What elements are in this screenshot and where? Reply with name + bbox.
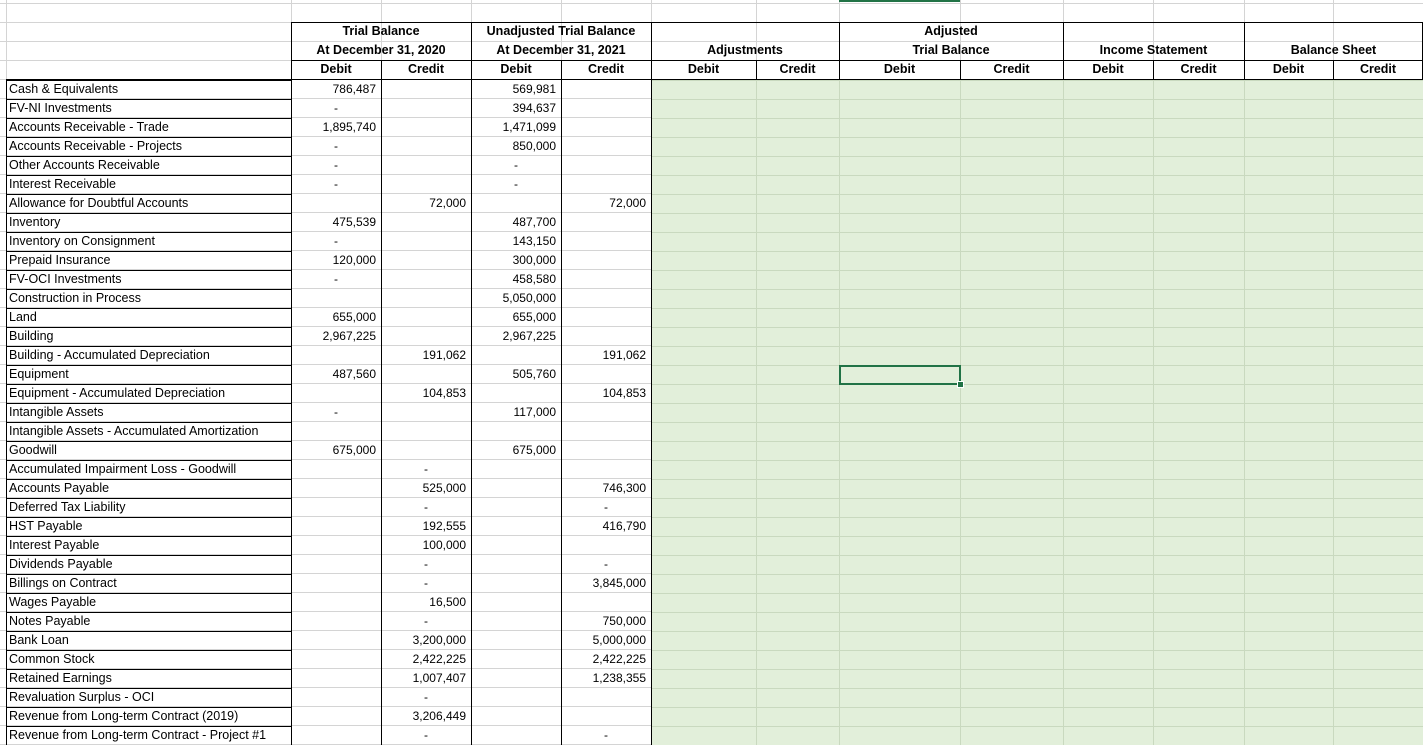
tb-debit-cell[interactable] <box>291 517 381 536</box>
utb-credit-cell[interactable]: 2,422,225 <box>592 652 646 666</box>
tb-credit-cell[interactable]: 2,422,225 <box>412 652 466 666</box>
tb-debit-cell[interactable]: - <box>334 177 338 191</box>
utb-credit-cell[interactable]: 746,300 <box>602 481 646 495</box>
label-column-border <box>291 22 292 745</box>
column-border <box>1244 22 1245 80</box>
account-name[interactable]: FV-OCI Investments <box>9 272 122 286</box>
tb-credit-cell[interactable] <box>381 213 471 232</box>
utb-debit-cell[interactable] <box>471 669 561 688</box>
debit-header: Debit <box>1272 62 1305 76</box>
tb-debit-cell[interactable] <box>291 669 381 688</box>
account-name[interactable]: Equipment <box>9 367 69 381</box>
tb-credit-cell[interactable]: 72,000 <box>429 196 466 210</box>
tb-debit-cell[interactable] <box>291 536 381 555</box>
selected-cell[interactable] <box>839 365 961 385</box>
tb-debit-cell[interactable] <box>291 384 381 403</box>
utb-debit-cell[interactable]: 117,000 <box>513 405 556 419</box>
tb-credit-cell[interactable] <box>381 327 471 346</box>
account-name[interactable]: Equipment - Accumulated Depreciation <box>9 386 226 400</box>
utb-credit-cell[interactable]: 1,238,355 <box>592 671 646 685</box>
utb-credit-cell[interactable]: - <box>604 557 608 571</box>
credit-header: Credit <box>1359 62 1397 76</box>
account-name[interactable]: Accounts Receivable - Projects <box>9 139 182 153</box>
tb-debit-cell[interactable]: - <box>334 234 338 248</box>
tb-debit-cell[interactable]: 1,895,740 <box>322 120 376 134</box>
utb-credit-cell[interactable] <box>561 441 651 460</box>
account-name[interactable]: FV-NI Investments <box>9 101 112 115</box>
tb-debit-cell[interactable] <box>291 346 381 365</box>
tb-credit-cell[interactable]: 525,000 <box>422 481 466 495</box>
utb-debit-cell[interactable] <box>471 498 561 517</box>
utb-debit-cell[interactable]: 675,000 <box>512 443 556 457</box>
header-bottom-border <box>6 80 291 81</box>
utb-credit-cell[interactable]: - <box>604 500 608 514</box>
utb-debit-cell[interactable] <box>471 479 561 498</box>
utb-debit-cell[interactable] <box>471 346 561 365</box>
account-name[interactable]: Prepaid Insurance <box>9 253 111 267</box>
utb-debit-cell[interactable]: 655,000 <box>512 310 556 324</box>
utb-credit-cell[interactable] <box>561 403 651 422</box>
tb-debit-cell[interactable]: - <box>334 272 338 286</box>
account-name[interactable]: Construction in Process <box>9 291 142 305</box>
tb-debit-cell[interactable]: 675,000 <box>332 443 376 457</box>
account-name[interactable]: Accounts Payable <box>9 481 110 495</box>
debit-header: Debit <box>500 62 532 76</box>
utb-debit-cell[interactable]: 394,637 <box>512 101 556 115</box>
tb-credit-cell[interactable]: 3,206,449 <box>412 709 466 723</box>
tb-debit-cell[interactable]: 487,560 <box>332 367 376 381</box>
group-header-line2: Adjustments <box>707 43 783 57</box>
utb-debit-cell[interactable] <box>471 536 561 555</box>
utb-credit-cell[interactable] <box>561 688 651 707</box>
tb-credit-cell[interactable] <box>381 289 471 308</box>
utb-credit-cell[interactable] <box>561 270 651 289</box>
tb-credit-cell[interactable] <box>381 308 471 327</box>
account-name[interactable]: Intangible Assets <box>9 405 104 419</box>
account-name[interactable]: Building - Accumulated Depreciation <box>9 348 210 362</box>
utb-debit-cell[interactable]: 458,580 <box>512 272 556 286</box>
account-name[interactable]: Revenue from Long-term Contract - Project #1 <box>9 728 267 742</box>
account-name[interactable]: Inventory <box>9 215 61 229</box>
utb-debit-cell[interactable]: 505,760 <box>512 367 556 381</box>
utb-debit-cell[interactable] <box>471 726 561 745</box>
utb-credit-cell[interactable]: 750,000 <box>602 614 646 628</box>
debit-header: Debit <box>687 62 720 76</box>
utb-credit-cell[interactable] <box>561 156 651 175</box>
column-border <box>839 22 840 80</box>
tb-credit-cell[interactable] <box>381 251 471 270</box>
column-border <box>756 60 757 80</box>
utb-debit-cell[interactable] <box>471 460 561 479</box>
header-top-border <box>291 22 1423 23</box>
group-header-line1 <box>651 22 839 41</box>
group-header-line1 <box>1244 22 1423 41</box>
utb-credit-cell[interactable] <box>561 327 651 346</box>
tb-credit-cell[interactable] <box>381 175 471 194</box>
tb-credit-cell[interactable] <box>381 232 471 251</box>
utb-credit-cell[interactable] <box>561 593 651 612</box>
column-border <box>1063 22 1064 80</box>
utb-credit-cell[interactable]: 5,000,000 <box>592 633 646 647</box>
tb-credit-cell[interactable] <box>381 270 471 289</box>
account-name[interactable]: Common Stock <box>9 652 95 666</box>
tb-credit-cell[interactable]: 100,000 <box>422 538 466 552</box>
utb-debit-cell[interactable] <box>471 517 561 536</box>
debit-header: Debit <box>1092 62 1124 76</box>
account-name[interactable]: Dividends Payable <box>9 557 113 571</box>
tb-credit-cell[interactable]: - <box>424 557 428 571</box>
column-border <box>471 22 472 745</box>
utb-debit-cell[interactable]: - <box>514 158 518 172</box>
utb-credit-cell[interactable]: 3,845,000 <box>592 576 646 590</box>
utb-credit-cell[interactable] <box>561 536 651 555</box>
account-name[interactable]: Inventory on Consignment <box>9 234 155 248</box>
utb-credit-cell[interactable] <box>561 308 651 327</box>
credit-header: Credit <box>587 62 625 76</box>
tb-debit-cell[interactable] <box>291 650 381 669</box>
label-column-border <box>6 80 7 745</box>
tb-credit-cell[interactable]: 192,555 <box>422 519 466 533</box>
tb-debit-cell[interactable] <box>291 498 381 517</box>
group-header-line1: Unadjusted Trial Balance <box>486 24 636 38</box>
debit-header: Debit <box>883 62 916 76</box>
group-header-line2: Balance Sheet <box>1290 43 1377 57</box>
tb-debit-cell[interactable] <box>291 194 381 213</box>
account-name[interactable]: Interest Receivable <box>9 177 117 191</box>
utb-debit-cell[interactable]: - <box>514 177 518 191</box>
tb-credit-cell[interactable]: 16,500 <box>429 595 466 609</box>
tb-credit-cell[interactable]: - <box>424 690 428 704</box>
utb-debit-cell[interactable]: 569,981 <box>512 82 556 96</box>
account-name[interactable]: Cash & Equivalents <box>9 82 119 96</box>
utb-credit-cell[interactable] <box>561 460 651 479</box>
utb-debit-cell[interactable] <box>471 422 561 441</box>
credit-header: Credit <box>993 62 1030 76</box>
group-header-line2: At December 31, 2020 <box>316 43 446 57</box>
tb-debit-cell[interactable]: 655,000 <box>332 310 376 324</box>
tb-credit-cell[interactable]: 3,200,000 <box>412 633 466 647</box>
utb-credit-cell[interactable] <box>561 365 651 384</box>
tb-credit-cell[interactable]: - <box>424 576 428 590</box>
tb-debit-cell[interactable] <box>291 574 381 593</box>
utb-debit-cell[interactable]: 1,471,099 <box>502 120 556 134</box>
tb-debit-cell[interactable]: 2,967,225 <box>322 329 376 343</box>
account-name[interactable]: Retained Earnings <box>9 671 112 685</box>
tb-credit-cell[interactable]: - <box>424 728 428 742</box>
tb-debit-cell[interactable] <box>291 479 381 498</box>
utb-credit-cell[interactable] <box>561 232 651 251</box>
group-header-line2: At December 31, 2021 <box>496 43 626 57</box>
utb-debit-cell[interactable] <box>471 194 561 213</box>
utb-credit-cell[interactable]: 104,853 <box>602 386 646 400</box>
group-header-line2: Trial Balance <box>912 43 990 57</box>
column-border <box>651 80 652 745</box>
column-border <box>960 60 961 80</box>
tb-credit-cell[interactable] <box>381 422 471 441</box>
debit-header: Debit <box>320 62 352 76</box>
tb-credit-cell[interactable] <box>381 80 471 99</box>
column-border <box>1153 60 1154 80</box>
utb-debit-cell[interactable] <box>471 707 561 726</box>
utb-credit-cell[interactable] <box>561 707 651 726</box>
utb-credit-cell[interactable]: 191,062 <box>602 348 646 362</box>
column-border <box>1333 60 1334 80</box>
column-selection-indicator <box>839 0 960 2</box>
utb-credit-cell[interactable]: - <box>604 728 608 742</box>
tb-credit-cell[interactable]: - <box>424 614 428 628</box>
account-name[interactable]: Deferred Tax Liability <box>9 500 126 514</box>
column-border <box>561 60 562 745</box>
tb-debit-cell[interactable]: - <box>334 158 338 172</box>
utb-debit-cell[interactable]: 300,000 <box>512 253 556 267</box>
utb-debit-cell[interactable]: 143,150 <box>512 234 556 248</box>
account-name[interactable]: Notes Payable <box>9 614 91 628</box>
tb-debit-cell[interactable]: - <box>334 101 338 115</box>
utb-credit-cell[interactable]: 416,790 <box>602 519 646 533</box>
group-header-line1 <box>1063 22 1244 41</box>
account-name[interactable]: Wages Payable <box>9 595 97 609</box>
utb-debit-cell[interactable]: 850,000 <box>512 139 556 153</box>
tb-credit-cell[interactable]: - <box>424 462 428 476</box>
utb-credit-cell[interactable] <box>561 99 651 118</box>
account-name[interactable]: Billings on Contract <box>9 576 117 590</box>
tb-debit-cell[interactable] <box>291 289 381 308</box>
tb-credit-cell[interactable] <box>381 441 471 460</box>
utb-debit-cell[interactable] <box>471 593 561 612</box>
utb-credit-cell[interactable] <box>561 251 651 270</box>
column-border <box>381 60 382 745</box>
account-name[interactable]: Building <box>9 329 54 343</box>
utb-debit-cell[interactable] <box>471 574 561 593</box>
utb-credit-cell[interactable] <box>561 118 651 137</box>
account-name[interactable]: Accounts Receivable - Trade <box>9 120 169 134</box>
account-name[interactable]: Revaluation Surplus - OCI <box>9 690 155 704</box>
tb-credit-cell[interactable]: 191,062 <box>422 348 466 362</box>
account-name[interactable]: Goodwill <box>9 443 57 457</box>
credit-header: Credit <box>779 62 816 76</box>
account-name[interactable]: Land <box>9 310 37 324</box>
tb-credit-cell[interactable]: - <box>424 500 428 514</box>
tb-credit-cell[interactable] <box>381 118 471 137</box>
utb-debit-cell[interactable]: 5,050,000 <box>502 291 556 305</box>
utb-credit-cell[interactable] <box>561 422 651 441</box>
utb-debit-cell[interactable] <box>471 688 561 707</box>
credit-header: Credit <box>1180 62 1217 76</box>
utb-credit-cell[interactable] <box>561 80 651 99</box>
account-name[interactable]: Other Accounts Receivable <box>9 158 160 172</box>
utb-credit-cell[interactable] <box>561 289 651 308</box>
utb-debit-cell[interactable]: 2,967,225 <box>502 329 556 343</box>
utb-debit-cell[interactable] <box>471 612 561 631</box>
tb-debit-cell[interactable] <box>291 612 381 631</box>
group-header-line1: Adjusted <box>924 24 978 38</box>
utb-debit-cell[interactable] <box>471 631 561 650</box>
utb-credit-cell[interactable] <box>561 175 651 194</box>
tb-debit-cell[interactable]: - <box>334 139 338 153</box>
group-header-line2: Income Statement <box>1099 43 1208 57</box>
tb-credit-cell[interactable] <box>381 99 471 118</box>
utb-credit-cell[interactable] <box>561 137 651 156</box>
account-name[interactable]: HST Payable <box>9 519 83 533</box>
utb-credit-cell[interactable]: 72,000 <box>609 196 646 210</box>
tb-credit-cell[interactable]: 104,853 <box>422 386 466 400</box>
utb-debit-cell[interactable] <box>471 650 561 669</box>
account-name[interactable]: Bank Loan <box>9 633 69 647</box>
tb-debit-cell[interactable] <box>291 422 381 441</box>
account-name[interactable]: Allowance for Doubtful Accounts <box>9 196 189 210</box>
tb-debit-cell[interactable] <box>291 631 381 650</box>
tb-debit-cell[interactable] <box>291 555 381 574</box>
tb-debit-cell[interactable]: 786,487 <box>332 82 376 96</box>
utb-debit-cell[interactable] <box>471 555 561 574</box>
account-name[interactable]: Interest Payable <box>9 538 100 552</box>
subheader-border <box>291 60 1423 61</box>
tb-debit-cell[interactable]: 120,000 <box>332 253 376 267</box>
tb-credit-cell[interactable] <box>381 156 471 175</box>
account-name[interactable]: Accumulated Impairment Loss - Goodwill <box>9 462 237 476</box>
utb-credit-cell[interactable] <box>561 213 651 232</box>
utb-debit-cell[interactable]: 487,700 <box>512 215 556 229</box>
tb-debit-cell[interactable]: - <box>334 405 338 419</box>
tb-debit-cell[interactable] <box>291 593 381 612</box>
group-header-line1: Trial Balance <box>342 24 420 38</box>
tb-debit-cell[interactable] <box>291 688 381 707</box>
tb-debit-cell[interactable] <box>291 460 381 479</box>
tb-credit-cell[interactable] <box>381 365 471 384</box>
credit-header: Credit <box>407 62 445 76</box>
tb-credit-cell[interactable] <box>381 403 471 422</box>
tb-debit-cell[interactable] <box>291 726 381 745</box>
account-name[interactable]: Revenue from Long-term Contract (2019) <box>9 709 239 723</box>
tb-debit-cell[interactable] <box>291 707 381 726</box>
tb-debit-cell[interactable]: 475,539 <box>332 215 376 229</box>
tb-credit-cell[interactable] <box>381 137 471 156</box>
tb-credit-cell[interactable]: 1,007,407 <box>412 671 466 685</box>
utb-debit-cell[interactable] <box>471 384 561 403</box>
account-name[interactable]: Intangible Assets - Accumulated Amortization <box>9 424 259 438</box>
gridline <box>0 3 1423 4</box>
fill-handle[interactable] <box>957 381 964 388</box>
